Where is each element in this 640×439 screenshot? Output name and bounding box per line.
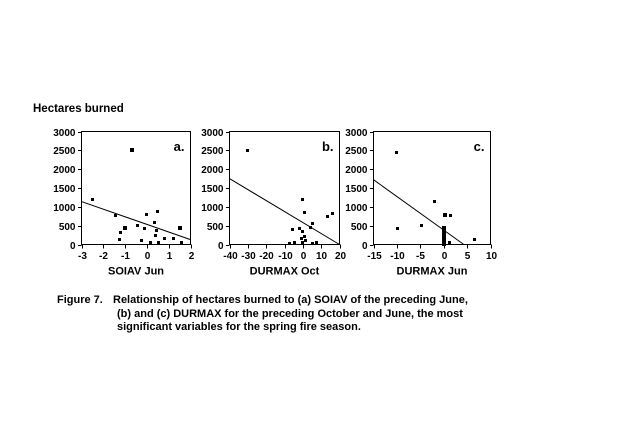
x-tick-label: -40 [223,251,238,262]
x-tick-label: -15 [367,251,382,262]
data-point [180,241,183,244]
trend-line [374,180,464,245]
y-tick-label: 2500 [201,146,224,157]
caption-line-1: Relationship of hectares burned to (a) SOIAV of the preceding June, [113,294,468,306]
data-point [300,237,303,240]
x-tick-label: -3 [78,251,87,262]
y-tick-label: 2000 [345,165,368,176]
y-tick-label: 3000 [201,128,224,139]
data-point [154,234,157,237]
data-point [130,148,134,152]
y-tick-label: 1000 [53,203,76,214]
data-point [311,222,314,225]
caption-figure-number: Figure 7. [57,294,103,306]
data-point [309,226,312,229]
data-point [326,215,329,218]
data-point [301,241,304,244]
data-point [291,228,294,231]
panel-letter: a. [173,139,185,154]
x-tick-label: 10 [315,251,328,262]
data-point [119,231,122,234]
x-tick-label: 0 [441,251,448,262]
y-tick-label: 0 [361,241,368,252]
data-point [448,241,451,244]
x-tick-label: -2 [99,251,108,262]
x-tick-label: 20 [334,251,347,262]
x-tick-label: -10 [278,251,293,262]
x-tick-label: -30 [241,251,256,262]
y-tick-label: 2000 [53,165,76,176]
data-point [442,242,446,246]
data-point [303,211,306,214]
x-tick-label: -10 [390,251,405,262]
data-point [301,230,304,233]
data-point [303,235,306,238]
data-point [118,238,121,241]
x-tick-label: -5 [416,251,425,262]
data-point [298,227,301,230]
data-point [315,241,318,244]
data-point [140,239,143,242]
data-point [163,237,166,240]
panel-letter: c. [473,139,485,154]
data-point [123,226,127,230]
y-tick-label: 1500 [53,184,76,195]
data-point [155,229,158,232]
x-axis-title: SOIAV Jun [107,265,165,278]
x-axis-title: DURMAX Jun [396,265,468,278]
data-point [293,241,296,244]
data-point [420,224,423,227]
data-point [172,237,175,240]
y-tick-label: 500 [58,222,76,233]
data-point [91,198,94,201]
data-point [145,213,148,216]
trend-line [82,202,191,240]
x-tick-label: 5 [464,251,471,262]
data-point [304,239,307,242]
data-point [136,224,139,227]
scatter-plot-a [40,125,200,287]
y-tick-label: 500 [350,222,368,233]
data-point [178,226,182,230]
panel-letter: b. [321,139,334,154]
x-tick-label: 10 [485,251,498,262]
y-tick-label: 0 [69,241,76,252]
y-tick-label: 1500 [345,184,368,195]
x-tick-label: 2 [188,251,195,262]
data-point [288,242,291,245]
data-point [311,242,314,245]
y-tick-label: 500 [206,222,224,233]
data-point [301,198,304,201]
data-point [157,241,160,244]
data-point [153,221,156,224]
scatter-plot-c [332,125,504,287]
x-tick-label: -1 [121,251,130,262]
data-point [156,210,159,213]
y-tick-label: 1000 [345,203,368,214]
x-axis-title: DURMAX Oct [249,265,320,278]
y-tick-label: 2000 [201,165,224,176]
data-point [433,200,436,203]
data-point [143,227,146,230]
y-tick-label: 3000 [345,128,368,139]
y-tick-label: 1500 [201,184,224,195]
y-tick-label: 2500 [53,146,76,157]
x-tick-label: 1 [166,251,173,262]
data-point [473,238,476,241]
data-point [149,241,152,244]
data-point [395,151,398,154]
x-tick-label: 0 [300,251,307,262]
caption-line-3: significant variables for the spring fire season. [117,321,361,333]
y-tick-label: 3000 [53,128,76,139]
data-point [449,214,452,217]
data-point [114,214,117,217]
x-tick-label: -20 [259,251,274,262]
x-tick-label: 0 [144,251,151,262]
y-tick-label: 2500 [345,146,368,157]
caption-line-2: (b) and (c) DURMAX for the preceding October and June, the most [117,307,463,320]
scatter-plot-b [188,125,348,287]
hectares-burned-axis-title: Hectares burned [33,103,124,115]
y-tick-label: 0 [217,241,224,252]
trend-line [230,179,340,245]
data-point [396,227,399,230]
y-tick-label: 1000 [201,203,224,214]
figure-caption [57,294,527,335]
data-point [246,149,249,152]
data-point [443,213,447,217]
